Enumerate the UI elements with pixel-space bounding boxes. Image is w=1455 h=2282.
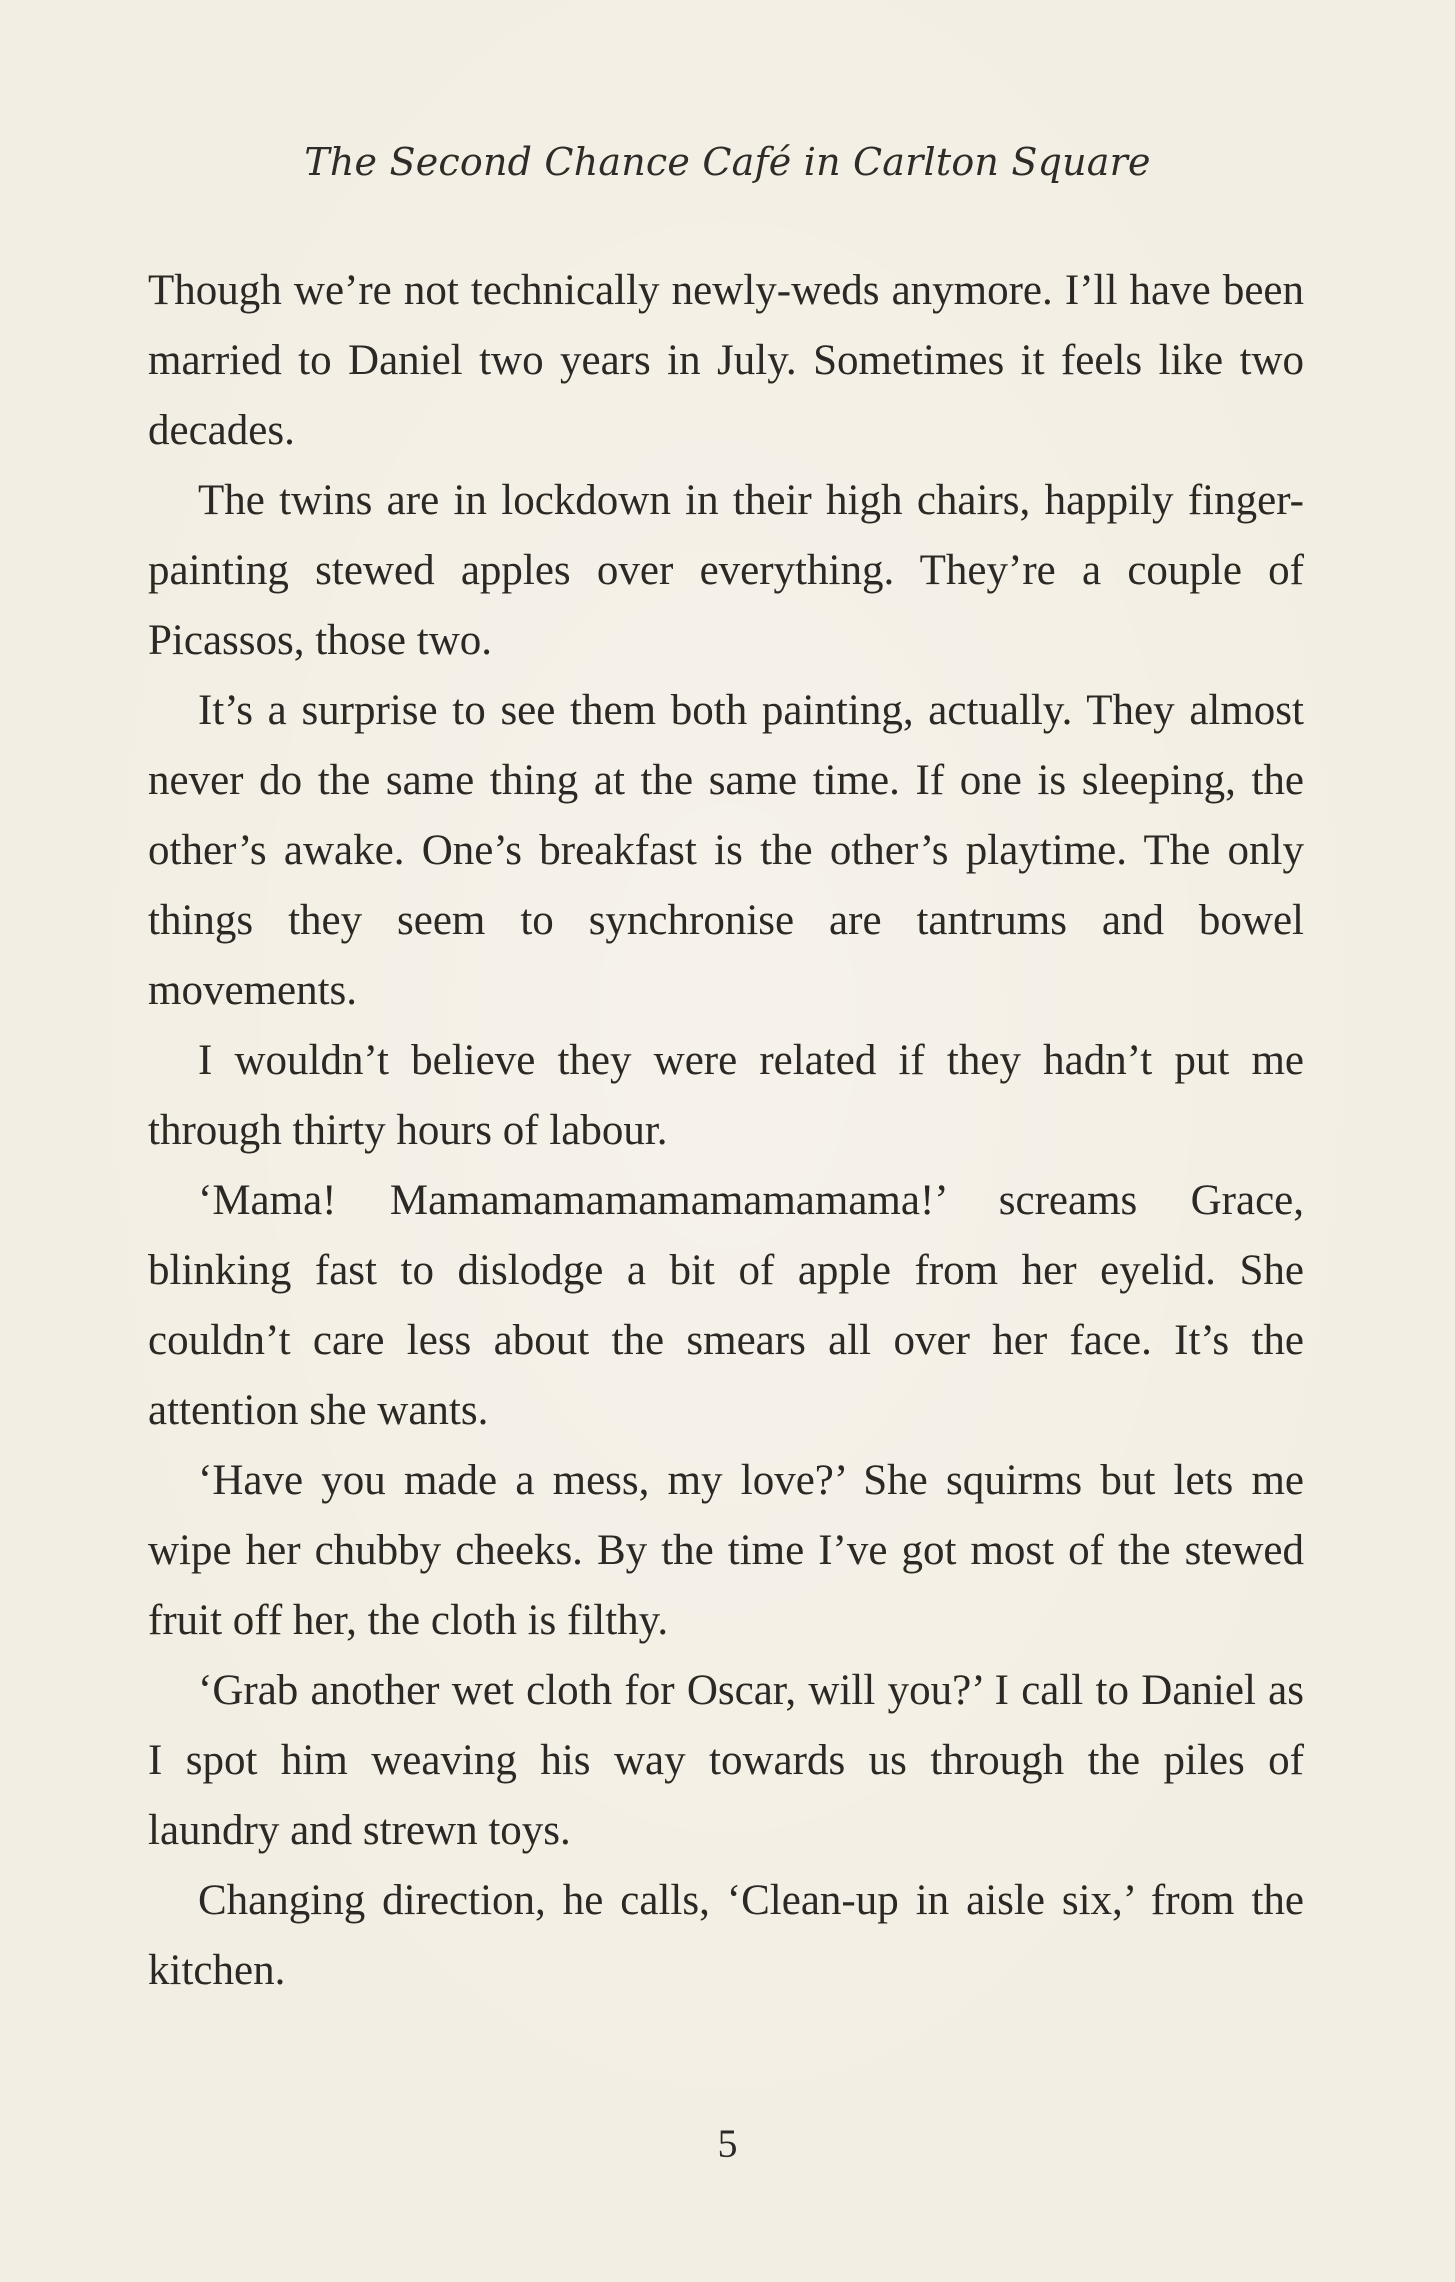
running-header: The Second Chance Café in Carlton Square bbox=[304, 140, 1151, 184]
paragraph: ‘Have you made a mess, my love?’ She squirms but lets me wipe her chubby cheeks. By the time I’ve got most of the stewed fruit off her, the cloth is filthy. bbox=[148, 1457, 1304, 1644]
paragraph: It’s a surprise to see them both painting, actually. They almost never do the same thing at the same time. If one is sleeping, the other’s awake. One’s breakfast is the other’s playtime. The only things they seem to synchronise are tantrums and bowel movements. bbox=[148, 687, 1304, 1014]
paragraph: ‘Mama! Mamamamamamamamamama!’ screams Grace, blinking fast to dislodge a bit of apple from her eyelid. She couldn’t care less about the smears all over her face. It’s the attention she wants. bbox=[148, 1177, 1304, 1434]
body-text bbox=[148, 256, 1304, 2006]
paragraph: Though we’re not technically newly-weds anymore. I’ll have been married to Daniel two years in July. Sometimes it feels like two decades. bbox=[148, 267, 1304, 454]
page-number: 5 bbox=[717, 2121, 738, 2166]
paragraph: ‘Grab another wet cloth for Oscar, will you?’ I call to Daniel as I spot him weaving his way towards us through the piles of laundry and strewn toys. bbox=[148, 1667, 1304, 1854]
paragraph: Changing direction, he calls, ‘Clean-up in aisle six,’ from the kitchen. bbox=[148, 1877, 1304, 1994]
paragraph: The twins are in lockdown in their high chairs, happily finger-painting stewed apples over everything. They’re a couple of Picassos, those two. bbox=[148, 477, 1304, 664]
paragraph: I wouldn’t believe they were related if they hadn’t put me through thirty hours of labour. bbox=[148, 1037, 1304, 1154]
